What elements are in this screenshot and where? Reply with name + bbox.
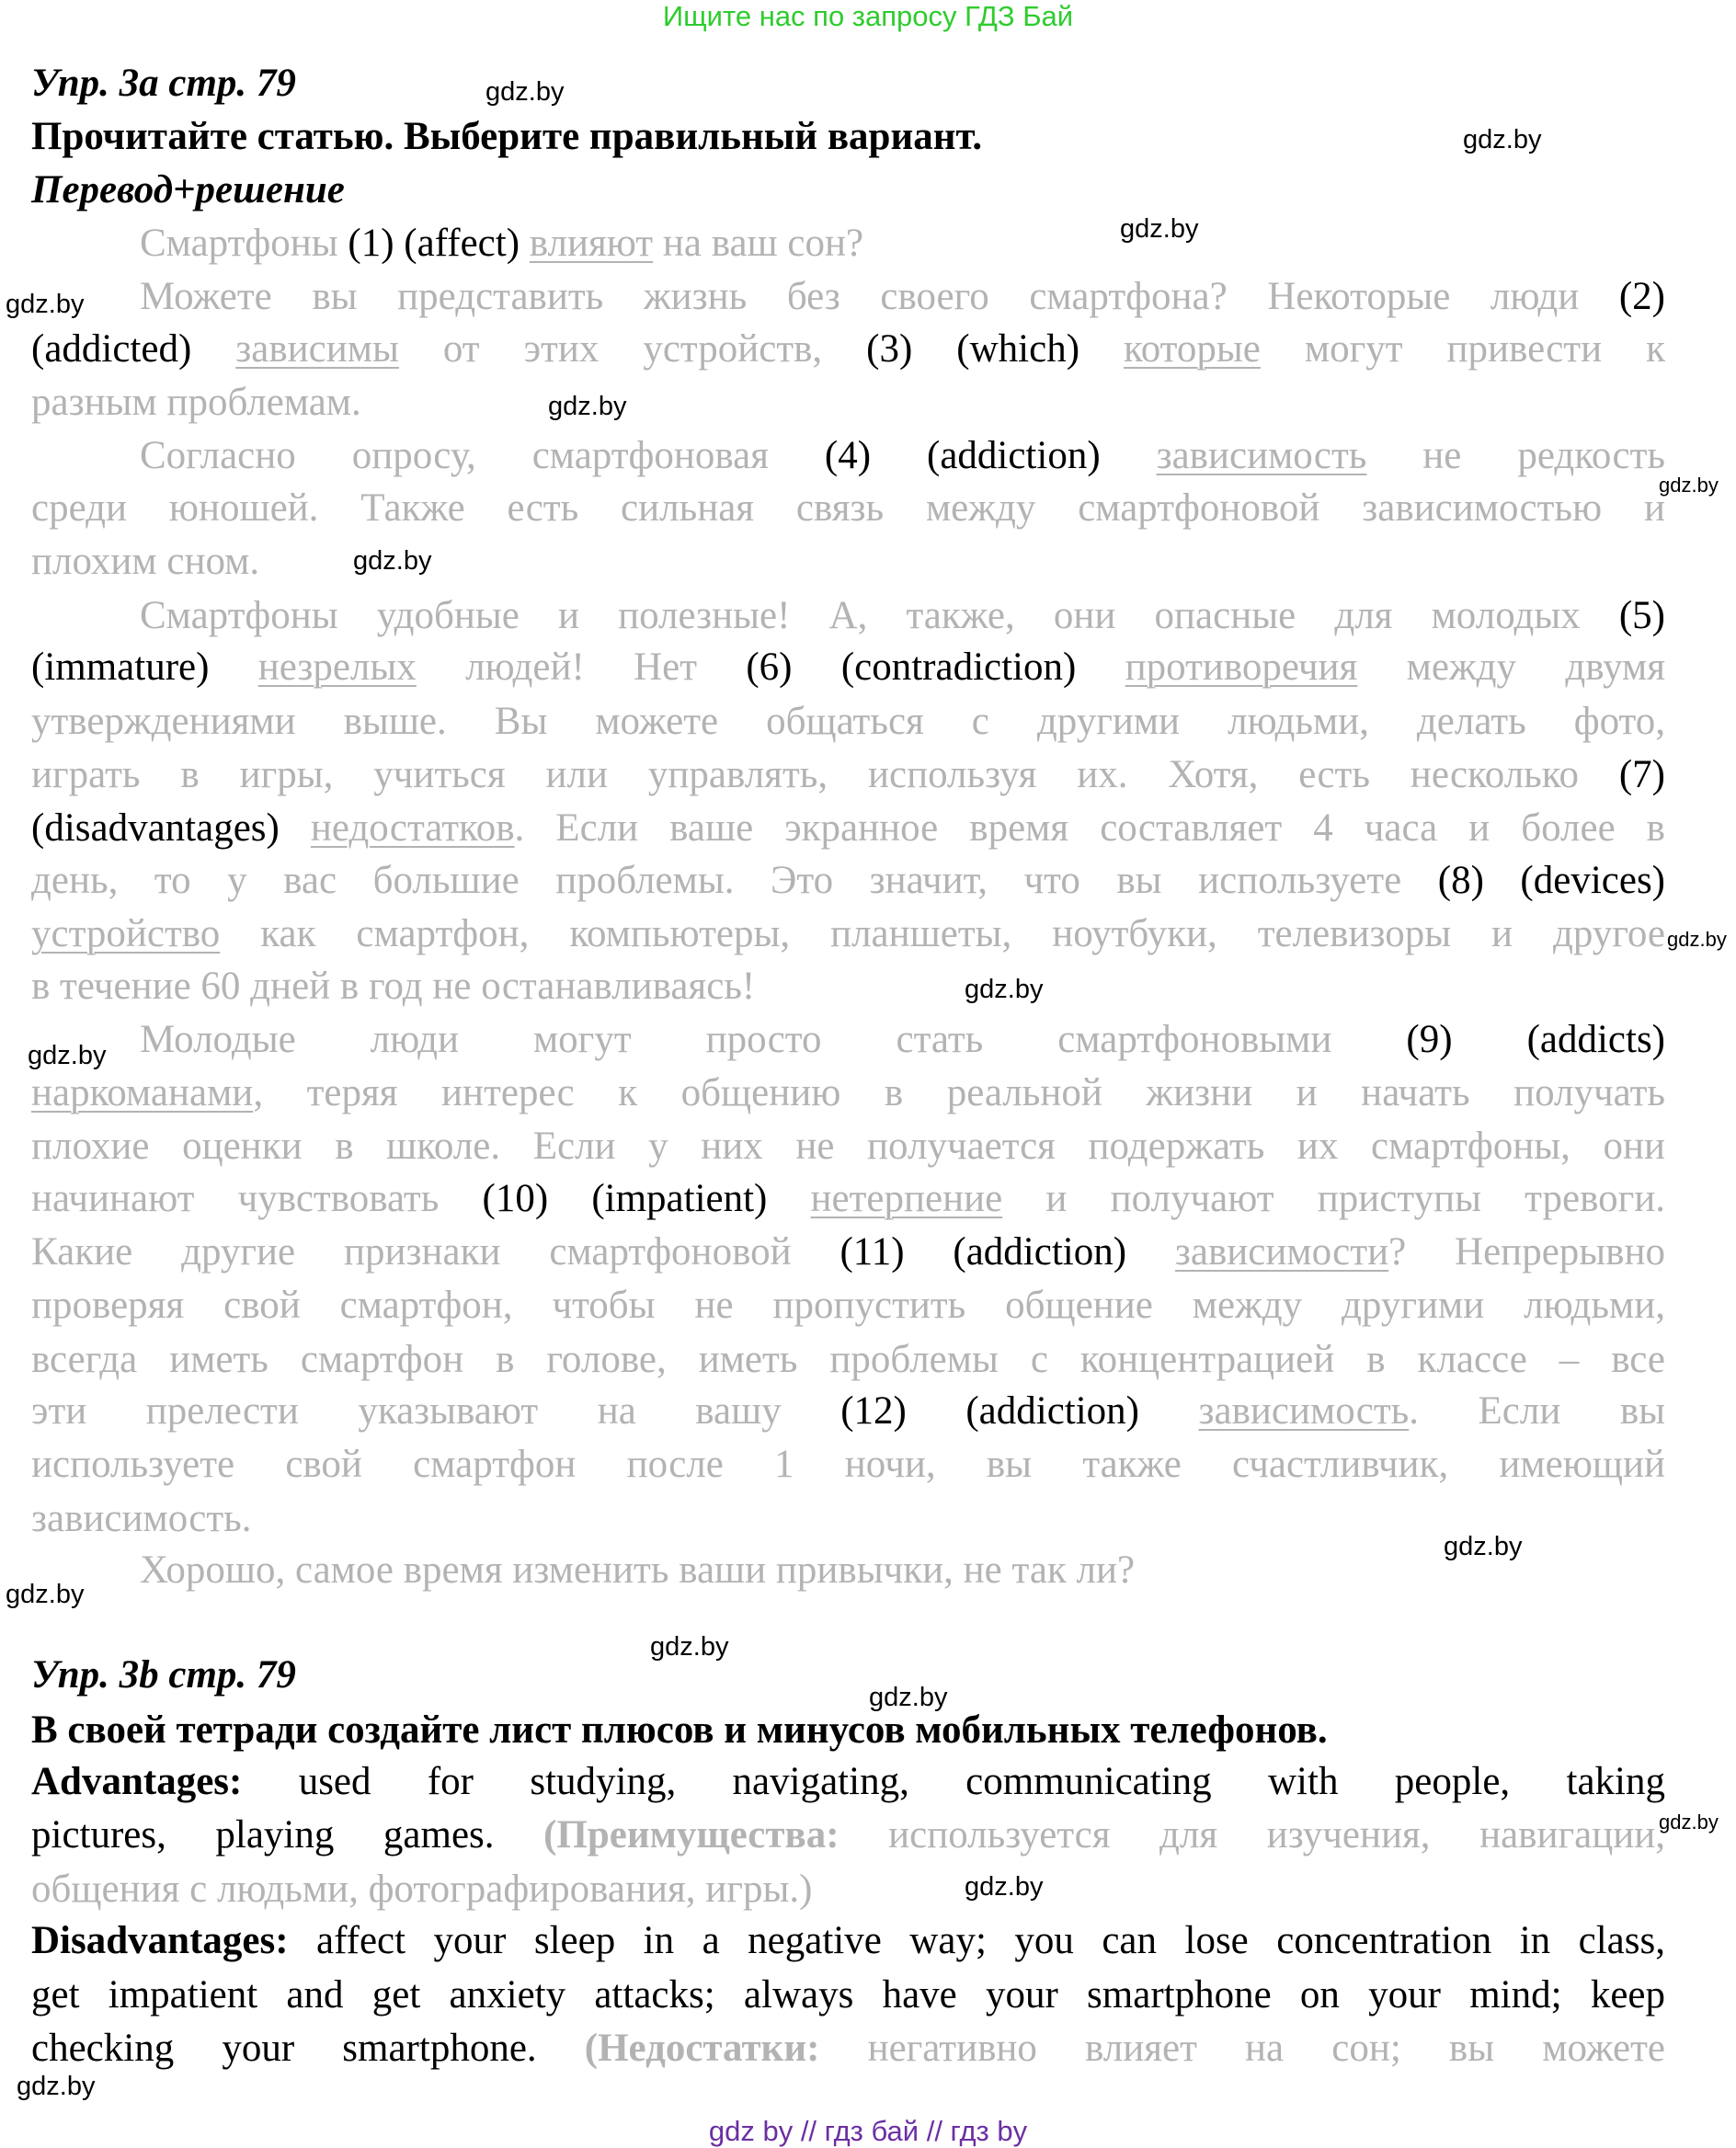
answer-text: (addicted)	[31, 327, 236, 371]
translation-text: проверяя свой смартфон, чтобы не пропустить общение между другими людьми,	[31, 1284, 1665, 1327]
translation-answer: нетерпение	[810, 1177, 1003, 1220]
watermark: gdz.by	[1667, 928, 1727, 951]
translation-answer: зависимость	[1156, 434, 1367, 477]
translation-text: всегда иметь смартфон в голове, иметь проблемы с концентрацией в классе – все	[31, 1338, 1665, 1381]
translation-text: начинают чувствовать	[31, 1177, 483, 1220]
translation-text: от этих устройств,	[398, 327, 867, 371]
translation-answer: зависимость	[1198, 1389, 1410, 1433]
translation-text: используете свой смартфон после 1 ночи, вы также счастливчик, имеющий	[31, 1443, 1665, 1486]
text-line	[31, 1649, 1665, 1702]
text-line	[31, 217, 1665, 270]
translation-text: общения с людьми, фотографирования, игры.)	[31, 1868, 813, 1911]
text-line	[31, 1809, 1665, 1862]
exercise-heading: Перевод+решение	[31, 168, 345, 211]
translation-text: , теряя интерес к общению в реальной жизни и начать получать	[253, 1071, 1665, 1114]
text-line	[31, 1385, 1665, 1438]
watermark: gdz.by	[6, 290, 85, 319]
answer-text: (9) (addicts)	[1406, 1018, 1666, 1061]
watermark: gdz.by	[17, 2072, 96, 2101]
translation-text: как смартфон, компьютеры, планшеты, ноутбуки, телевизоры и другое	[220, 912, 1665, 955]
watermark: gdz.by	[353, 546, 432, 576]
watermark: gdz.by	[1463, 125, 1542, 154]
text-line	[31, 1120, 1665, 1173]
translation-answer: зависимости	[1174, 1230, 1389, 1274]
translation-text: ? Непрерывно	[1388, 1230, 1665, 1274]
answer-text: (2)	[1618, 275, 1665, 318]
text-line	[31, 1279, 1665, 1332]
translation-text: Молодые люди могут просто стать смартфоновыми	[140, 1018, 1407, 1061]
translation-text: играть в игры, учиться или управлять, используя их. Хотя, есть несколько	[31, 753, 1619, 796]
bold-translation: (Недостатки:	[584, 2027, 820, 2070]
watermark: gdz.by	[548, 392, 627, 421]
translation-text: не редкость	[1366, 434, 1665, 477]
answer-text: used for studying, navigating, communicating with people, taking	[242, 1760, 1665, 1803]
watermark: gdz.by	[869, 1683, 948, 1712]
translation-text: в течение 60 дней в год не останавливаясь!	[31, 965, 756, 1008]
text-line	[31, 1704, 1665, 1757]
translation-text: на ваш сон?	[653, 222, 864, 265]
answer-text: affect your sleep in a negative way; you can lose concentration in class,	[288, 1919, 1665, 1962]
translation-text: день, то у вас большие проблемы. Это значит, что вы используете	[31, 859, 1438, 902]
text-line	[31, 57, 1665, 110]
exercise-heading: Упр. 3а стр. 79	[31, 62, 296, 105]
text-line	[31, 110, 1665, 164]
watermark: gdz.by	[6, 1580, 85, 1609]
translation-answer: незрелых	[257, 646, 417, 689]
text-line	[31, 1067, 1665, 1120]
translation-answer: наркоманами	[31, 1071, 254, 1114]
text-line	[31, 1172, 1665, 1226]
text-line	[31, 1914, 1665, 1968]
answer-text: pictures, playing games.	[31, 1813, 544, 1857]
answer-text: (11) (addiction)	[839, 1230, 1175, 1274]
translation-text: Смартфоны	[140, 222, 348, 265]
translation-text: утверждениями выше. Вы можете общаться с другими людьми, делать фото,	[31, 700, 1665, 743]
translation-answer: недостатков	[310, 806, 515, 850]
translation-text: могут привести к	[1260, 327, 1665, 371]
text-line	[31, 482, 1665, 535]
translation-text: Какие другие признаки смартфоновой	[31, 1230, 840, 1274]
text-line	[31, 960, 1665, 1013]
text-line	[31, 1544, 1665, 1597]
text-line	[31, 429, 1665, 483]
answer-text: (immature)	[31, 646, 258, 689]
translation-text: зависимость.	[31, 1497, 252, 1540]
text-line	[31, 1013, 1665, 1067]
translation-text: Смартфоны удобные и полезные! А, также, они опасные для молодых	[140, 594, 1619, 637]
watermark: gdz.by	[485, 77, 565, 107]
text-line	[31, 748, 1665, 802]
bold-text: Прочитайте статью. Выберите правильный вариант.	[31, 115, 983, 158]
watermark: gdz.by	[650, 1632, 729, 1662]
answer-text: (1) (affect)	[348, 222, 530, 265]
text-line	[31, 1755, 1665, 1809]
translation-text: людей! Нет	[416, 646, 747, 689]
translation-answer: зависимы	[235, 327, 399, 371]
translation-text: эти прелести указывают на вашу	[31, 1389, 841, 1433]
text-line	[31, 1438, 1665, 1491]
translation-text: . Если ваше экранное время составляет 4 часа и более в	[514, 806, 1665, 850]
watermark: gdz.by	[1659, 474, 1719, 497]
bold-translation: (Преимущества:	[543, 1813, 839, 1857]
answer-text: (disadvantages)	[31, 806, 311, 850]
text-line	[31, 2022, 1665, 2075]
watermark: gdz.by	[1120, 214, 1199, 244]
translation-text: среди юношей. Также есть сильная связь между смартфоновой зависимостью и	[31, 486, 1665, 530]
answer-text: (4) (addiction)	[824, 434, 1157, 477]
site-search-banner: Ищите нас по запросу ГДЗ Бай	[662, 0, 1074, 32]
text-line	[31, 535, 1665, 588]
text-line	[31, 164, 1665, 217]
text-line	[31, 270, 1665, 324]
answer-text: (3) (which)	[866, 327, 1125, 371]
translation-text: Можете вы представить жизнь без своего смартфона? Некоторые люди	[140, 275, 1619, 318]
text-line	[31, 323, 1665, 376]
bold-text: В своей тетради создайте лист плюсов и минусов мобильных телефонов.	[31, 1708, 1328, 1752]
text-line	[31, 1969, 1665, 2022]
answer-text: (7)	[1618, 753, 1665, 796]
watermark: gdz.by	[965, 975, 1044, 1004]
translation-text: . Если вы	[1409, 1389, 1666, 1433]
site-footer-banner: gdz by // гдз бай // гдз by	[708, 2115, 1028, 2147]
translation-text: плохие оценки в школе. Если у них не получается подержать их смартфоны, они	[31, 1125, 1665, 1168]
exercise-heading: Упр. 3b стр. 79	[31, 1653, 296, 1697]
text-line	[31, 589, 1665, 643]
watermark: gdz.by	[1659, 1811, 1719, 1834]
translation-text: и получают приступы тревоги.	[1002, 1177, 1665, 1220]
text-line	[31, 1492, 1665, 1546]
bold-text: Advantages:	[31, 1760, 243, 1803]
translation-answer: которые	[1124, 327, 1261, 371]
answer-text: (5)	[1618, 594, 1665, 637]
answer-text: (10) (impatient)	[482, 1177, 811, 1220]
translation-text: Согласно опросу, смартфоновая	[140, 434, 825, 477]
translation-answer: влияют	[529, 222, 654, 265]
answer-text: (12) (addiction)	[840, 1389, 1199, 1433]
translation-text: негативно влияет на сон; вы можете	[819, 2027, 1665, 2070]
answer-text: (6) (contradiction)	[746, 646, 1125, 689]
text-line	[31, 1333, 1665, 1387]
answer-text: (8) (devices)	[1437, 859, 1666, 902]
translation-text: между двумя	[1357, 646, 1665, 689]
text-line	[31, 1226, 1665, 1279]
text-line	[31, 695, 1665, 748]
text-line	[31, 1863, 1665, 1916]
text-line	[31, 376, 1665, 429]
watermark: gdz.by	[1444, 1532, 1523, 1561]
translation-text: используется для изучения, навигации,	[839, 1813, 1665, 1857]
watermark: gdz.by	[28, 1041, 107, 1070]
translation-answer: противоречия	[1125, 646, 1358, 689]
answer-text: checking your smartphone.	[31, 2027, 585, 2070]
answer-text: get impatient and get anxiety attacks; always have your smartphone on your mind; keep	[31, 1973, 1665, 2017]
translation-text: разным проблемам.	[31, 381, 361, 424]
watermark: gdz.by	[965, 1872, 1044, 1902]
text-line	[31, 802, 1665, 855]
text-line	[31, 641, 1665, 694]
bold-text: Disadvantages:	[31, 1919, 289, 1962]
text-line	[31, 908, 1665, 961]
translation-answer: устройство	[31, 912, 221, 955]
text-line	[31, 854, 1665, 908]
translation-text: плохим сном.	[31, 540, 260, 583]
translation-text: Хорошо, самое время изменить ваши привычки, не так ли?	[140, 1548, 1136, 1592]
